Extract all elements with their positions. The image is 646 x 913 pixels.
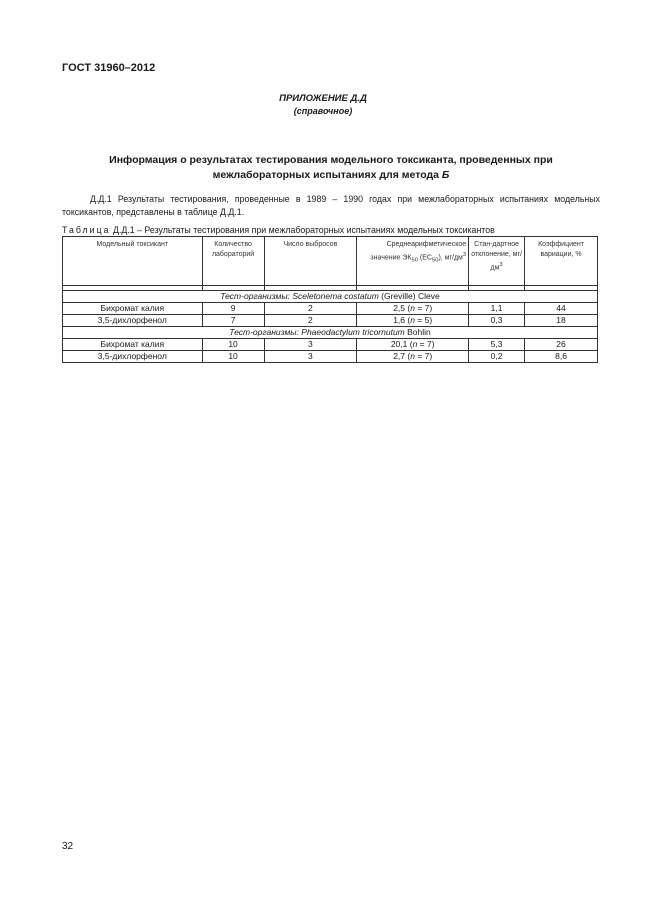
mean-value: 1,6 (: [393, 315, 411, 325]
cell-name: Бихромат калия: [63, 339, 203, 351]
header-mean-suffix: ), мг/дм: [438, 254, 463, 262]
group-label-species: Phaeodactylum tricornutum: [301, 327, 405, 337]
header-cv: Коэффициент вариации, %: [525, 237, 598, 286]
header-std-sup: 3: [499, 262, 503, 268]
cell-std: 5,3: [469, 339, 525, 351]
cell-outliers: 3: [264, 339, 357, 351]
header-std-text: Стан-дартное отклонение, мг/дм: [471, 241, 522, 272]
table-row: [63, 339, 598, 351]
group-label: [63, 327, 598, 339]
table-row: [63, 351, 598, 363]
header-outliers: Число выбросов: [264, 237, 357, 286]
section-heading: [62, 153, 600, 183]
mean-value: 2,5 (: [393, 303, 411, 313]
group-label-suffix: Bohlin: [404, 327, 431, 337]
group-label-prefix: Тест-организмы:: [220, 291, 293, 301]
mean-value: 20,1 (: [390, 339, 413, 349]
intro-paragraph-text: Д.Д.1 Результаты тестирования, проведенные в 1989 – 1990 годах при межлабораторных испытаниях модельных токсикантов, представлены в таблице Д.Д.1.: [62, 194, 600, 217]
cell-mean: [357, 351, 469, 363]
table-row: [63, 315, 598, 327]
appendix-subtitle: (справочное): [293, 106, 353, 116]
heading-line-1: Информация о результатах тестирования модельного токсиканта, проведенных при: [109, 154, 553, 166]
cell-outliers: 3: [264, 351, 357, 363]
cell-mean: [357, 339, 469, 351]
mean-n-count: = 7): [417, 339, 435, 349]
page-number: 32: [62, 841, 74, 852]
mean-n-count: = 7): [414, 351, 433, 361]
group-header-row: [63, 291, 598, 303]
mean-n-count: = 5): [414, 315, 433, 325]
mean-n-symbol: n: [410, 303, 415, 313]
table-caption-label: Таблица: [62, 225, 111, 235]
cell-std: 0,3: [469, 315, 525, 327]
cell-name: 3,5-дихлорфенол: [63, 351, 203, 363]
results-table: [62, 236, 598, 363]
cell-std: 0,2: [469, 351, 525, 363]
cell-outliers: 2: [264, 303, 357, 315]
heading-method-letter: Б: [441, 169, 450, 181]
cell-mean: [357, 315, 469, 327]
heading-line-2: [62, 168, 600, 183]
intro-paragraph: [62, 193, 600, 219]
cell-std: 1,1: [469, 303, 525, 315]
document-code: ГОСТ 31960–2012: [62, 62, 156, 74]
cell-labs: 10: [202, 339, 264, 351]
header-mean-sub: 50: [411, 257, 418, 264]
group-label: [63, 291, 598, 303]
cell-labs: 7: [202, 315, 264, 327]
table-header-row: [63, 237, 598, 286]
mean-n-count: = 7): [414, 303, 433, 313]
cell-cv: 44: [525, 303, 598, 315]
group-label-species: Sceletonema costatum: [292, 291, 379, 301]
group-label-prefix: Тест-организмы:: [229, 327, 302, 337]
group-header-row: [63, 327, 598, 339]
table-caption-text: Д.Д.1 – Результаты тестирования при межлабораторных испытаниях модельных токсикантов: [110, 225, 495, 235]
table-row: [63, 303, 598, 315]
heading-line-2-text: межлабораторных испытаниях для метода: [212, 169, 442, 181]
cell-name: 3,5-дихлорфенол: [63, 315, 203, 327]
cell-cv: 18: [525, 315, 598, 327]
mean-n-symbol: n: [410, 351, 415, 361]
mean-n-symbol: n: [412, 339, 418, 349]
cell-name: Бихромат калия: [63, 303, 203, 315]
table-caption: [62, 225, 495, 235]
table-body: [63, 291, 598, 363]
group-label-suffix: (Greville) Cleve: [378, 291, 440, 301]
header-std: [469, 237, 525, 286]
cell-labs: 9: [202, 303, 264, 315]
appendix-title: ПРИЛОЖЕНИЕ Д.Д: [279, 93, 367, 104]
cell-mean: [357, 303, 469, 315]
cell-outliers: 2: [264, 315, 357, 327]
cell-labs: 10: [202, 351, 264, 363]
mean-value: 2,7 (: [393, 351, 411, 361]
header-mean-prefix: Среднеарифметическое значение ЭК: [370, 241, 467, 262]
header-mean-sup: 3: [462, 252, 467, 258]
header-labs: Количество лабораторий: [202, 237, 264, 286]
mean-n-symbol: n: [410, 315, 415, 325]
header-toxicant: Модельный токсикант: [63, 237, 203, 286]
cell-cv: 8,6: [525, 351, 598, 363]
cell-cv: 26: [525, 339, 598, 351]
header-mean-sub2: 50: [431, 257, 439, 264]
header-mean: [357, 237, 469, 286]
header-mean-mid: (EC: [417, 254, 432, 262]
